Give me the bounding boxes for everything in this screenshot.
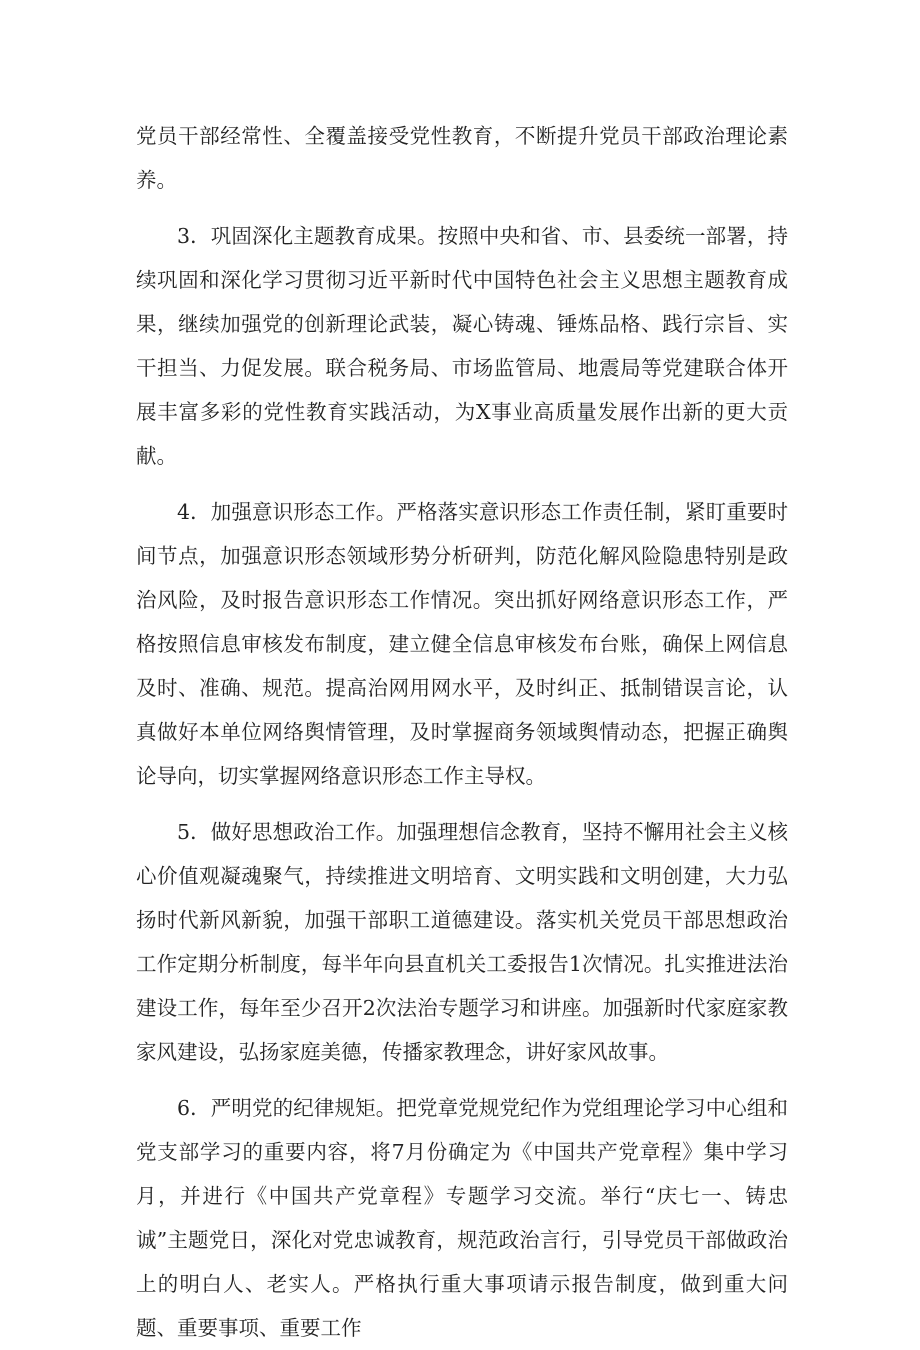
paragraph-item-4: 4．加强意识形态工作。严格落实意识形态工作责任制，紧盯重要时间节点，加强意识形态领域形势分析研判，防范化解风险隐患特别是政治风险，及时报告意识形态工作情况。突出抓好网络意识形态工作，严格按照信息审核发布制度，建立健全信息审核发布台账，确保上网信息及时、准确、规范。提高治网用网水平，及时纠正、抵制错误言论，认真做好本单位网络舆情管理，及时掌握商务领域舆情动态，把握正确舆论导向，切实掌握网络意识形态工作主导权。 xyxy=(136,500,788,788)
paragraph-item-3: 3．巩固深化主题教育成果。按照中央和省、市、县委统一部署，持续巩固和深化学习贯彻习近平新时代中国特色社会主义思想主题教育成果，继续加强党的创新理论武装，凝心铸魂、锤炼品格、践行宗旨、实干担当、力促发展。联合税务局、市场监管局、地震局等党建联合体开展丰富多彩的党性教育实践活动，为X事业高质量发展作出新的更大贡献。 xyxy=(136,224,788,468)
paragraph-continuation: 党员干部经常性、全覆盖接受党性教育，不断提升党员干部政治理论素养。 xyxy=(136,124,788,192)
document-body xyxy=(136,114,788,1350)
paragraph-item-5: 5．做好思想政治工作。加强理想信念教育，坚持不懈用社会主义核心价值观凝魂聚气，持续推进文明培育、文明实践和文明创建，大力弘扬时代新风新貌，加强干部职工道德建设。落实机关党员干部思想政治工作定期分析制度，每半年向县直机关工委报告1次情况。扎实推进法治建设工作，每年至少召开2次法治专题学习和讲座。加强新时代家庭家教家风建设，弘扬家庭美德，传播家教理念，讲好家风故事。 xyxy=(136,820,788,1064)
paragraph-item-6: 6．严明党的纪律规矩。把党章党规党纪作为党组理论学习中心组和党支部学习的重要内容，将7月份确定为《中国共产党章程》集中学习月，并进行《中国共产党章程》专题学习交流。举行“庆七一、铸忠诚”主题党日，深化对党忠诚教育，规范政治言行，引导党员干部做政治上的明白人、老实人。严格执行重大事项请示报告制度，做到重大问题、重要事项、重要工作 xyxy=(136,1096,788,1340)
